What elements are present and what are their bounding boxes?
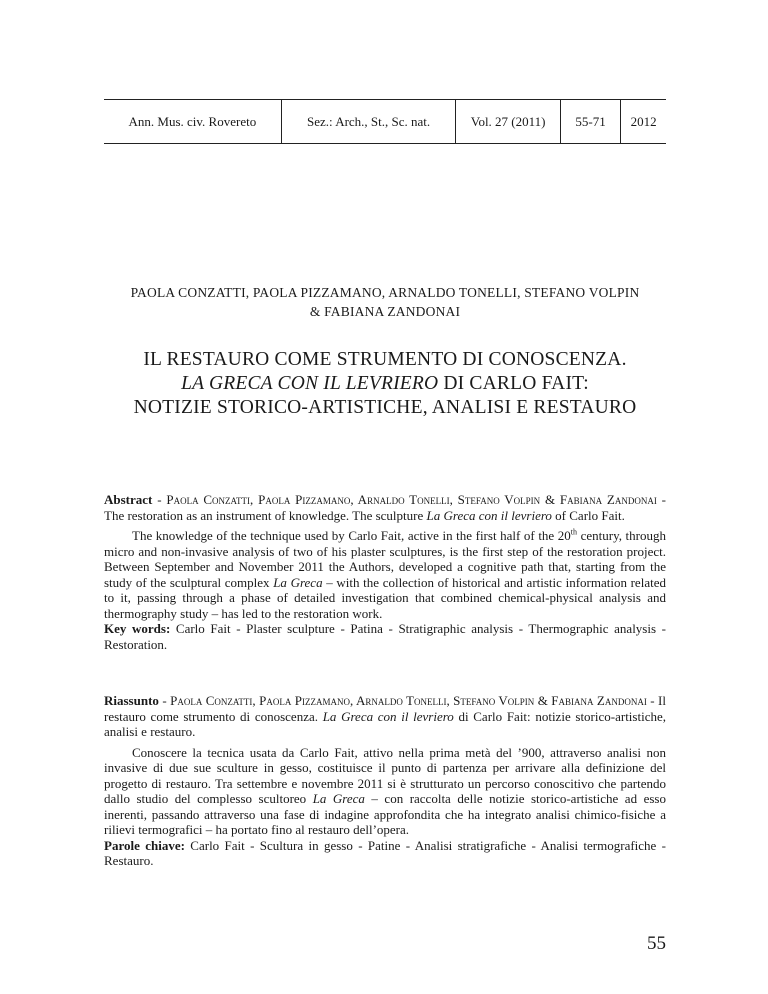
riassunto-authors: Paola Conzatti, Paola Pizzamano, Arnaldo Tonelli, Stefano Volpin & Fabiana Zandonai bbox=[170, 693, 647, 708]
journal-header bbox=[104, 99, 666, 144]
parole-chiave-label: Parole chiave: bbox=[104, 837, 185, 853]
riassunto-keywords bbox=[104, 838, 666, 869]
abstract-title-italic: La Greca con il levriero bbox=[426, 507, 552, 523]
abstract-body-italic: La Greca bbox=[273, 574, 323, 590]
keywords-label: Key words: bbox=[104, 621, 171, 636]
abstract-body-b: century, through micro and non-invasive analysis of two of his plaster sculptures, is the first step of the restoration project. Between September and November 2011 the Authors, developed a cognitive path that, starting from the study of the sculptural complex bbox=[104, 528, 666, 590]
riassunto-body bbox=[104, 745, 666, 838]
parole-chiave-text: Carlo Fait - Scultura in gesso - Patine - Analisi stratigrafiche - Analisi termografiche - Restauro. bbox=[104, 837, 666, 868]
title-line-2 bbox=[80, 372, 690, 396]
riassunto-body-b: – con raccolta delle notizie storico-artistiche ad esso inerenti, passando attraverso una fase di indagine approfondita che ha integrato analisi chimico-fisiche a rilievi termografici – ha portato fino al restauro dell’opera. bbox=[104, 791, 666, 837]
journal-volume: Vol. 27 (2011) bbox=[456, 100, 560, 143]
abstract-label: Abstract bbox=[104, 492, 153, 507]
riassunto-title-pre: - Il restauro come strumento di conoscenza. bbox=[104, 693, 666, 724]
journal-section: Sez.: Arch., St., Sc. nat. bbox=[282, 100, 457, 143]
keywords-text: Carlo Fait - Plaster sculpture - Patina - Stratigraphic analysis - Thermographic analysis - Restoration. bbox=[104, 621, 666, 652]
paper-title bbox=[80, 348, 690, 420]
riassunto-label: Riassunto bbox=[104, 693, 159, 708]
riassunto-heading-paragraph: Riassunto - Paola Conzatti, Paola Pizzamano, Arnaldo Tonelli, Stefano Volpin & Fabiana Zandonai - Il restauro come strumento di conoscenza. La Greca con il levriero di Carlo Fait: notizie storico-artistiche, analisi e restauro. bbox=[104, 693, 666, 739]
title-line-1: IL RESTAURO COME STRUMENTO DI CONOSCENZA. bbox=[143, 349, 627, 370]
abstract-title-pre: - The restoration as an instrument of knowledge. The sculpture bbox=[104, 492, 666, 523]
riassunto-body-a: Conoscere la tecnica usata da Carlo Fait, attivo nella prima metà del ’900, attraverso analisi non invasive di due sue sculture in gesso, costituisce il punto di partenza per arrivare alla definizione del progetto di restauro. Tra settembre e novembre 2011 si è strutturato un percorso conoscitivo che partendo dallo studio del complesso scultoreo bbox=[104, 744, 666, 806]
abstract-body-a: The knowledge of the technique used by Carlo Fait, active in the first half of the 20 bbox=[132, 528, 571, 543]
abstract-title-post: of Carlo Fait. bbox=[551, 507, 625, 523]
publication-year: 2012 bbox=[630, 113, 657, 129]
page-range: 55-71 bbox=[561, 100, 622, 143]
riassunto-title-italic: La Greca con il levriero bbox=[322, 708, 454, 724]
title-line-3: NOTIZIE STORICO-ARTISTICHE, ANALISI E RESTAURO bbox=[133, 397, 637, 418]
abstract-sup: th bbox=[570, 527, 578, 537]
abstract-heading-paragraph: Abstract - Paola Conzatti, Paola Pizzamano, Arnaldo Tonelli, Stefano Volpin & Fabiana Zandonai - The restoration as an instrument of knowledge. The sculpture La Greca con il levriero of Carlo Fait. bbox=[104, 492, 666, 523]
title-line-2-rest: DI CARLO FAIT: bbox=[438, 373, 589, 394]
author-list bbox=[90, 283, 680, 321]
abstract-keywords bbox=[104, 621, 666, 652]
abstract-body bbox=[104, 528, 666, 621]
riassunto-title-post: di Carlo Fait: notizie storico-artistiche, analisi e restauro. bbox=[104, 708, 666, 739]
authors-line-1: PAOLA CONZATTI, PAOLA PIZZAMANO, ARNALDO TONELLI, STEFANO VOLPIN bbox=[130, 285, 640, 300]
page-number: 55 bbox=[647, 933, 666, 954]
riassunto-body-italic: La Greca bbox=[312, 791, 365, 806]
abstract-body-c: – with the collection of historical and artistic information related to it, passing through a phase of detailed investigation that combined chemical-physical analysis and thermography study – has led to the restoration work. bbox=[104, 574, 666, 621]
journal-name: Ann. Mus. civ. Rovereto bbox=[104, 100, 282, 143]
riassunto-section bbox=[104, 693, 666, 869]
abstract-authors: Paola Conzatti, Paola Pizzamano, Arnaldo Tonelli, Stefano Volpin & Fabiana Zandonai bbox=[166, 492, 657, 507]
title-italic: LA GRECA CON IL LEVRIERO bbox=[181, 373, 439, 394]
authors-line-2: & FABIANA ZANDONAI bbox=[309, 304, 461, 319]
abstract-section bbox=[104, 492, 666, 652]
